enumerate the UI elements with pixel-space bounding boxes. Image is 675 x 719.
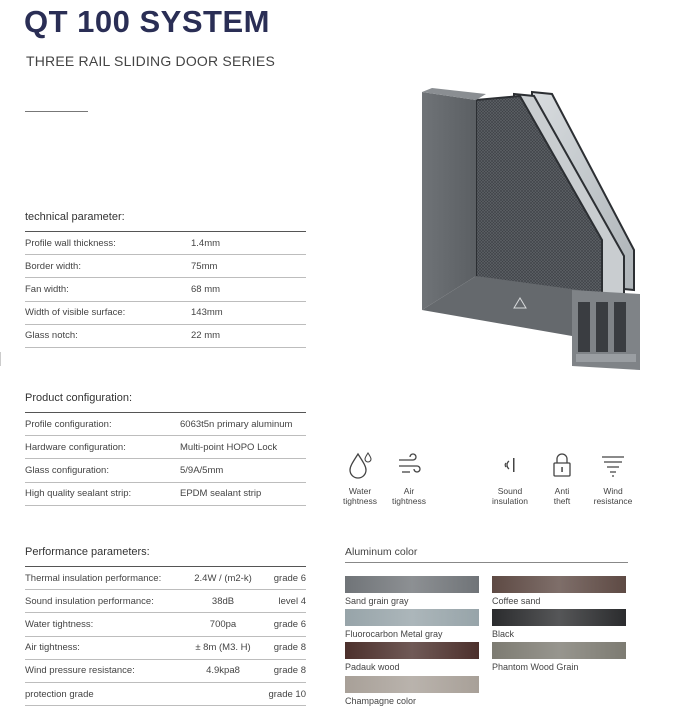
row-label: Air tightness: [25,636,180,659]
row-value: 2.4W / (m2-k) [180,567,266,590]
performance-section-title: Performance parameters: [25,546,150,558]
swatch-padauk-wood [345,642,479,659]
table-row [25,278,306,301]
row-grade: grade 8 [266,636,306,659]
row-label: Sound insulation performance: [25,590,180,613]
tornado-icon [598,450,628,480]
feature-label-line2: theft [553,496,571,506]
table-row [25,613,306,636]
feature-anti-theft [534,450,590,506]
swatch-label: Champagne color [345,696,417,706]
table-row [25,232,306,255]
row-label: Hardware configuration: [25,436,180,459]
feature-label-line1: Wind [603,486,623,496]
row-grade: grade 10 [266,682,306,705]
swatch-label: Fluorocarbon Metal gray [345,629,443,639]
feature-label-line2: resistance [593,496,633,506]
feature-label-line1: Anti [554,486,570,496]
table-row [25,682,306,705]
divider [345,562,628,563]
row-value: EPDM sealant strip [180,482,306,505]
divider [25,111,88,112]
row-label: Glass configuration: [25,459,180,482]
feature-label-line2: tightness [391,496,427,506]
swatch-champagne-color [345,676,479,693]
table-row [25,459,306,482]
row-label: Thermal insulation performance: [25,567,180,590]
row-value: 143mm [191,301,306,324]
edge-mark [0,352,4,366]
table-row [25,255,306,278]
feature-label-line1: Air [403,486,415,496]
row-label: High quality sealant strip: [25,482,180,505]
swatch-label: Coffee sand [492,596,541,606]
row-label: Border width: [25,255,191,278]
swatch-fluorocarbon-metal-gray [345,609,479,626]
feature-air-tightness [381,450,437,506]
swatch-label: Black [492,629,515,639]
row-value: 38dB [180,590,266,613]
row-grade: grade 8 [266,659,306,682]
product-table [25,412,306,506]
table-row [25,482,306,505]
page-title: QT 100 SYSTEM [24,4,270,39]
row-value [180,682,266,705]
page-subtitle: THREE RAIL SLIDING DOOR SERIES [26,53,275,69]
feature-label-line1: Sound [497,486,523,496]
row-value: 4.9kpa8 [180,659,266,682]
window-profile-image [402,80,642,376]
wind-lines-icon [394,450,424,480]
table-row [25,567,306,590]
row-value: 1.4mm [191,232,306,255]
swatch-phantom-wood-grain [492,642,626,659]
table-row [25,636,306,659]
row-label: Wind pressure resistance: [25,659,180,682]
feature-label-line1: Water [348,486,372,496]
row-value: 75mm [191,255,306,278]
table-row [25,436,306,459]
feature-water-tightness [332,450,388,506]
feature-sound-insulation [482,450,538,506]
row-label: Glass notch: [25,324,191,347]
row-grade: grade 6 [266,567,306,590]
swatch-sand-grain-gray [345,576,479,593]
row-grade: grade 6 [266,613,306,636]
row-label: protection grade [25,682,180,705]
row-value: Multi-point HOPO Lock [180,436,306,459]
row-label: Width of visible surface: [25,301,191,324]
water-drop-icon [345,450,375,480]
swatch-label: Sand grain gray [345,596,409,606]
technical-section-title: technical parameter: [25,211,125,223]
row-value: 700pa [180,613,266,636]
swatch-label: Padauk wood [345,662,400,672]
swatch-coffee-sand [492,576,626,593]
swatch-label: Phantom Wood Grain [492,662,579,672]
table-row [25,301,306,324]
row-value: ± 8m (M3. H) [180,636,266,659]
row-value: 6063t5n primary aluminum [180,413,306,436]
product-section-title: Product configuration: [25,392,133,404]
table-row [25,590,306,613]
row-value: 68 mm [191,278,306,301]
padlock-icon [547,450,577,480]
row-label: Profile configuration: [25,413,180,436]
row-label: Water tightness: [25,613,180,636]
table-row [25,324,306,347]
sound-icon [495,450,525,480]
color-section-title: Aluminum color [345,546,418,558]
feature-wind-resistance [585,450,641,506]
swatch-black [492,609,626,626]
feature-label-line2: insulation [492,496,528,506]
performance-table [25,566,306,706]
row-grade: level 4 [266,590,306,613]
table-row [25,659,306,682]
technical-table [25,231,306,348]
row-value: 5/9A/5mm [180,459,306,482]
table-row [25,413,306,436]
row-label: Fan width: [25,278,191,301]
row-label: Profile wall thickness: [25,232,191,255]
row-value: 22 mm [191,324,306,347]
feature-label-line2: tightness [342,496,378,506]
